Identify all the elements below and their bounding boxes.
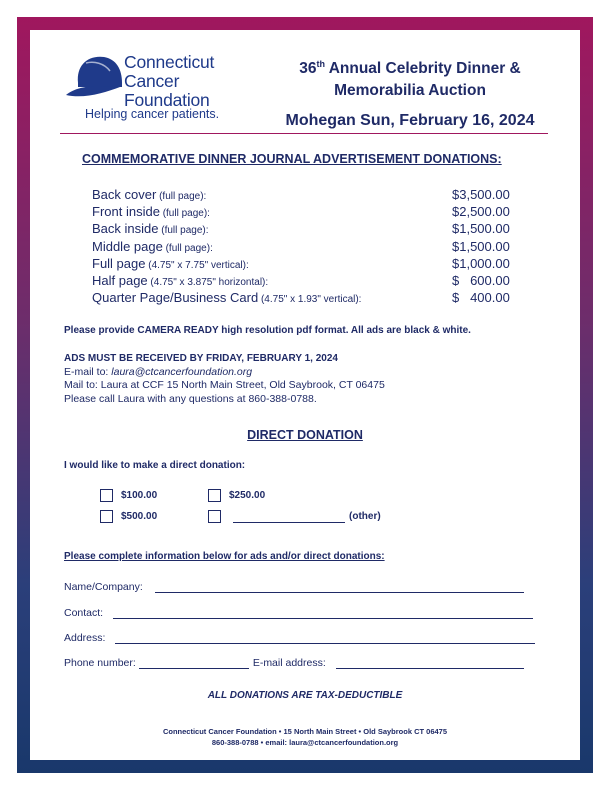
- direct-donation-heading: DIRECT DONATION: [247, 428, 363, 442]
- foundation-name-line1: Connecticut: [124, 52, 215, 72]
- baseball-cap-icon: [64, 53, 126, 105]
- ad-detail: (full page):: [159, 208, 210, 220]
- header-divider: [60, 133, 548, 134]
- ad-detail: (full page):: [158, 225, 209, 237]
- event-ordinal: 36: [299, 60, 317, 78]
- checkbox[interactable]: [100, 510, 113, 523]
- complete-info-heading: Please complete information below for ads and/or direct donations:: [64, 551, 385, 562]
- footer-address: Connecticut Cancer Foundation • 15 North Main Street • Old Saybrook CT 06475: [162, 727, 448, 736]
- price-row: [92, 220, 522, 237]
- email-address-label: E-mail address:: [252, 657, 326, 669]
- ad-label: Half page: [92, 272, 148, 288]
- address-label: Address:: [64, 632, 106, 644]
- email-link[interactable]: laura@ctcancerfoundation.org: [111, 365, 253, 378]
- footer-contact: 860-388-0788 • email: laura@ctcancerfoundation.org: [211, 738, 399, 747]
- event-venue-date: Mohegan Sun, February 16, 2024: [285, 112, 535, 130]
- contact-label: Contact:: [64, 607, 104, 619]
- donation-option-100[interactable]: [100, 489, 157, 502]
- name-company-field[interactable]: [155, 581, 524, 593]
- event-header: [280, 53, 540, 132]
- price-row: [92, 255, 522, 272]
- mail-line: Mail to: Laura at CCF 15 North Main Street, Old Saybrook, CT 06475: [64, 379, 385, 391]
- price-row: [92, 289, 522, 306]
- option-label: $250.00: [229, 490, 266, 501]
- price-row: [92, 203, 522, 220]
- email-line: [64, 366, 385, 380]
- phone-label: Phone number:: [64, 657, 136, 669]
- ad-price: $2,500.00: [452, 204, 510, 220]
- ad-item: [92, 255, 249, 272]
- contact-row: [64, 607, 533, 619]
- ad-price: $3,500.00: [452, 187, 510, 202]
- event-title-line1: [280, 53, 540, 80]
- donation-option-other[interactable]: [208, 510, 381, 523]
- ad-price: $ 600.00: [452, 272, 510, 288]
- ads-deadline: ADS MUST BE RECEIVED BY FRIDAY, FEBRUARY 1, 2024: [64, 353, 338, 364]
- event-title-text: Annual Celebrity Dinner &: [324, 60, 521, 78]
- ad-price: $1,500.00: [452, 221, 510, 237]
- ads-heading: COMMEMORATIVE DINNER JOURNAL ADVERTISEMENT DONATIONS:: [82, 152, 502, 166]
- checkbox[interactable]: [100, 489, 113, 502]
- ad-price: $1,500.00: [452, 238, 510, 254]
- email-label: E-mail to:: [64, 365, 112, 378]
- price-row: [92, 186, 522, 203]
- ad-detail: (4.75" x 7.75" vertical):: [145, 259, 249, 271]
- address-field[interactable]: [115, 632, 535, 644]
- ad-label: Back cover: [92, 187, 157, 202]
- other-amount-field[interactable]: [233, 511, 345, 523]
- ad-detail: (full page):: [156, 191, 207, 202]
- foundation-name: [124, 53, 214, 110]
- checkbox[interactable]: [208, 489, 221, 502]
- ad-detail: (4.75" x 3.875" horizontal):: [147, 276, 269, 288]
- option-label: $100.00: [121, 490, 158, 501]
- ad-item: [92, 289, 361, 306]
- ad-label: Middle page: [92, 238, 163, 254]
- ad-price: $ 400.00: [452, 290, 510, 306]
- option-label: $500.00: [121, 511, 158, 522]
- ad-label: Back inside: [92, 221, 159, 237]
- foundation-name-line2: Cancer: [124, 71, 180, 91]
- phone-email-row: [64, 657, 524, 669]
- ad-item: [92, 186, 206, 203]
- price-row: [92, 238, 522, 255]
- ad-item: [92, 238, 213, 255]
- ad-item: [92, 203, 210, 220]
- email-address-field[interactable]: [336, 657, 524, 669]
- name-company-row: [64, 581, 524, 593]
- address-row: [64, 632, 535, 644]
- call-line: Please call Laura with any questions at 860-388-0788.: [64, 392, 317, 405]
- footer: [0, 726, 610, 748]
- ad-label: Front inside: [92, 204, 160, 220]
- option-label: (other): [349, 511, 381, 522]
- event-ordinal-suffix: th: [316, 59, 325, 69]
- name-company-label: Name/Company:: [64, 581, 143, 593]
- direct-donation-intro: I would like to make a direct donation:: [64, 460, 246, 471]
- donation-option-500[interactable]: [100, 510, 157, 523]
- phone-field[interactable]: [139, 657, 249, 669]
- tax-deductible-note: ALL DONATIONS ARE TAX-DEDUCTIBLE: [207, 690, 403, 701]
- ad-detail: (4.75" x 1.93" vertical):: [258, 294, 362, 306]
- ad-detail: (full page):: [162, 242, 213, 254]
- ad-item: [92, 272, 268, 289]
- foundation-name-line3: Foundation: [124, 90, 210, 110]
- contact-field[interactable]: [113, 607, 533, 619]
- tagline: Helping cancer patients.: [85, 107, 220, 121]
- ad-price: $1,000.00: [452, 255, 510, 271]
- ad-price-list: [92, 186, 522, 306]
- ad-item: [92, 220, 209, 237]
- ad-label: Quarter Page/Business Card: [92, 290, 259, 306]
- submission-info: [64, 352, 385, 406]
- camera-ready-note: Please provide CAMERA READY high resolution pdf format. All ads are black & white.: [64, 325, 471, 336]
- event-title-line2: Memorabilia Auction: [334, 82, 486, 100]
- ad-label: Full page: [92, 255, 146, 271]
- price-row: [92, 272, 522, 289]
- donation-option-250[interactable]: [208, 489, 265, 502]
- checkbox[interactable]: [208, 510, 221, 523]
